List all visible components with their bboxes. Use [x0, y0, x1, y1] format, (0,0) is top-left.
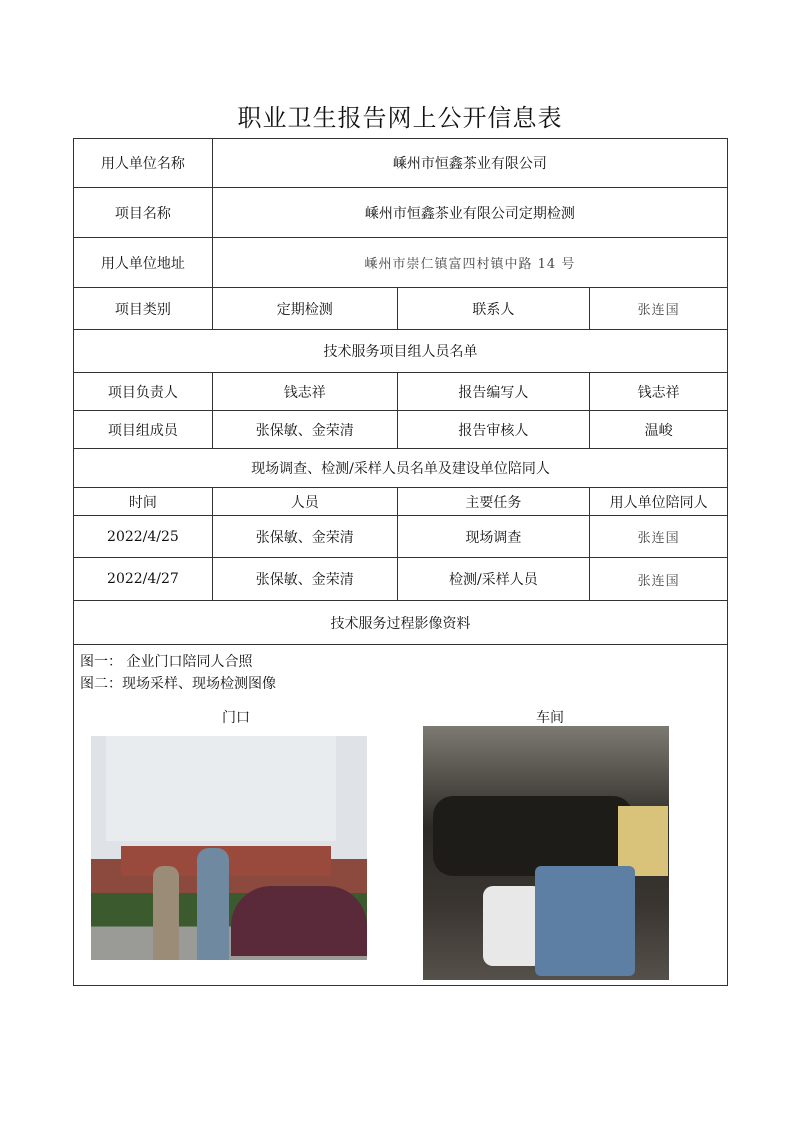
col-header: 用人单位陪同人	[590, 488, 728, 516]
label: 项目组成员	[74, 411, 213, 449]
figure-caption: 图二：现场采样、现场检测图像	[80, 676, 276, 692]
visit-people: 张保敏、金荣清	[212, 516, 397, 558]
photo-title: 门口	[222, 710, 250, 726]
label: 项目名称	[74, 188, 213, 238]
col-header: 时间	[74, 488, 213, 516]
address: 嵊州市崇仁镇富四村镇中路 14 号	[212, 238, 727, 288]
media-cell	[74, 645, 728, 986]
visit-date: 2022/4/25	[74, 516, 213, 558]
workshop-photo	[423, 726, 669, 980]
label: 项目类别	[74, 288, 213, 330]
visit-task: 检测/采样人员	[397, 558, 590, 601]
label: 报告编写人	[397, 373, 590, 411]
label: 用人单位地址	[74, 238, 213, 288]
reviewer: 温峻	[590, 411, 728, 449]
photo-title: 车间	[536, 710, 564, 726]
visit-task: 现场调查	[397, 516, 590, 558]
info-table	[73, 138, 728, 986]
project-name: 嵊州市恒鑫茶业有限公司定期检测	[212, 188, 727, 238]
label: 项目负责人	[74, 373, 213, 411]
writer: 钱志祥	[590, 373, 728, 411]
project-type: 定期检测	[212, 288, 397, 330]
col-header: 主要任务	[397, 488, 590, 516]
members: 张保敏、金荣清	[212, 411, 397, 449]
leader: 钱志祥	[212, 373, 397, 411]
contact: 张连国	[590, 288, 728, 330]
visit-escort: 张连国	[590, 558, 728, 601]
employer-name: 嵊州市恒鑫茶业有限公司	[212, 139, 727, 188]
label: 联系人	[397, 288, 590, 330]
visit-escort: 张连国	[590, 516, 728, 558]
section-header: 技术服务项目组人员名单	[74, 330, 728, 373]
figure-caption: 图一： 企业门口陪同人合照	[80, 654, 253, 670]
visit-people: 张保敏、金荣清	[212, 558, 397, 601]
visit-date: 2022/4/27	[74, 558, 213, 601]
col-header: 人员	[212, 488, 397, 516]
label: 报告审核人	[397, 411, 590, 449]
section-header: 现场调查、检测/采样人员名单及建设单位陪同人	[74, 449, 728, 488]
label: 用人单位名称	[74, 139, 213, 188]
section-header: 技术服务过程影像资料	[74, 601, 728, 645]
gate-photo	[91, 736, 367, 960]
page-title: 职业卫生报告网上公开信息表	[237, 104, 563, 132]
